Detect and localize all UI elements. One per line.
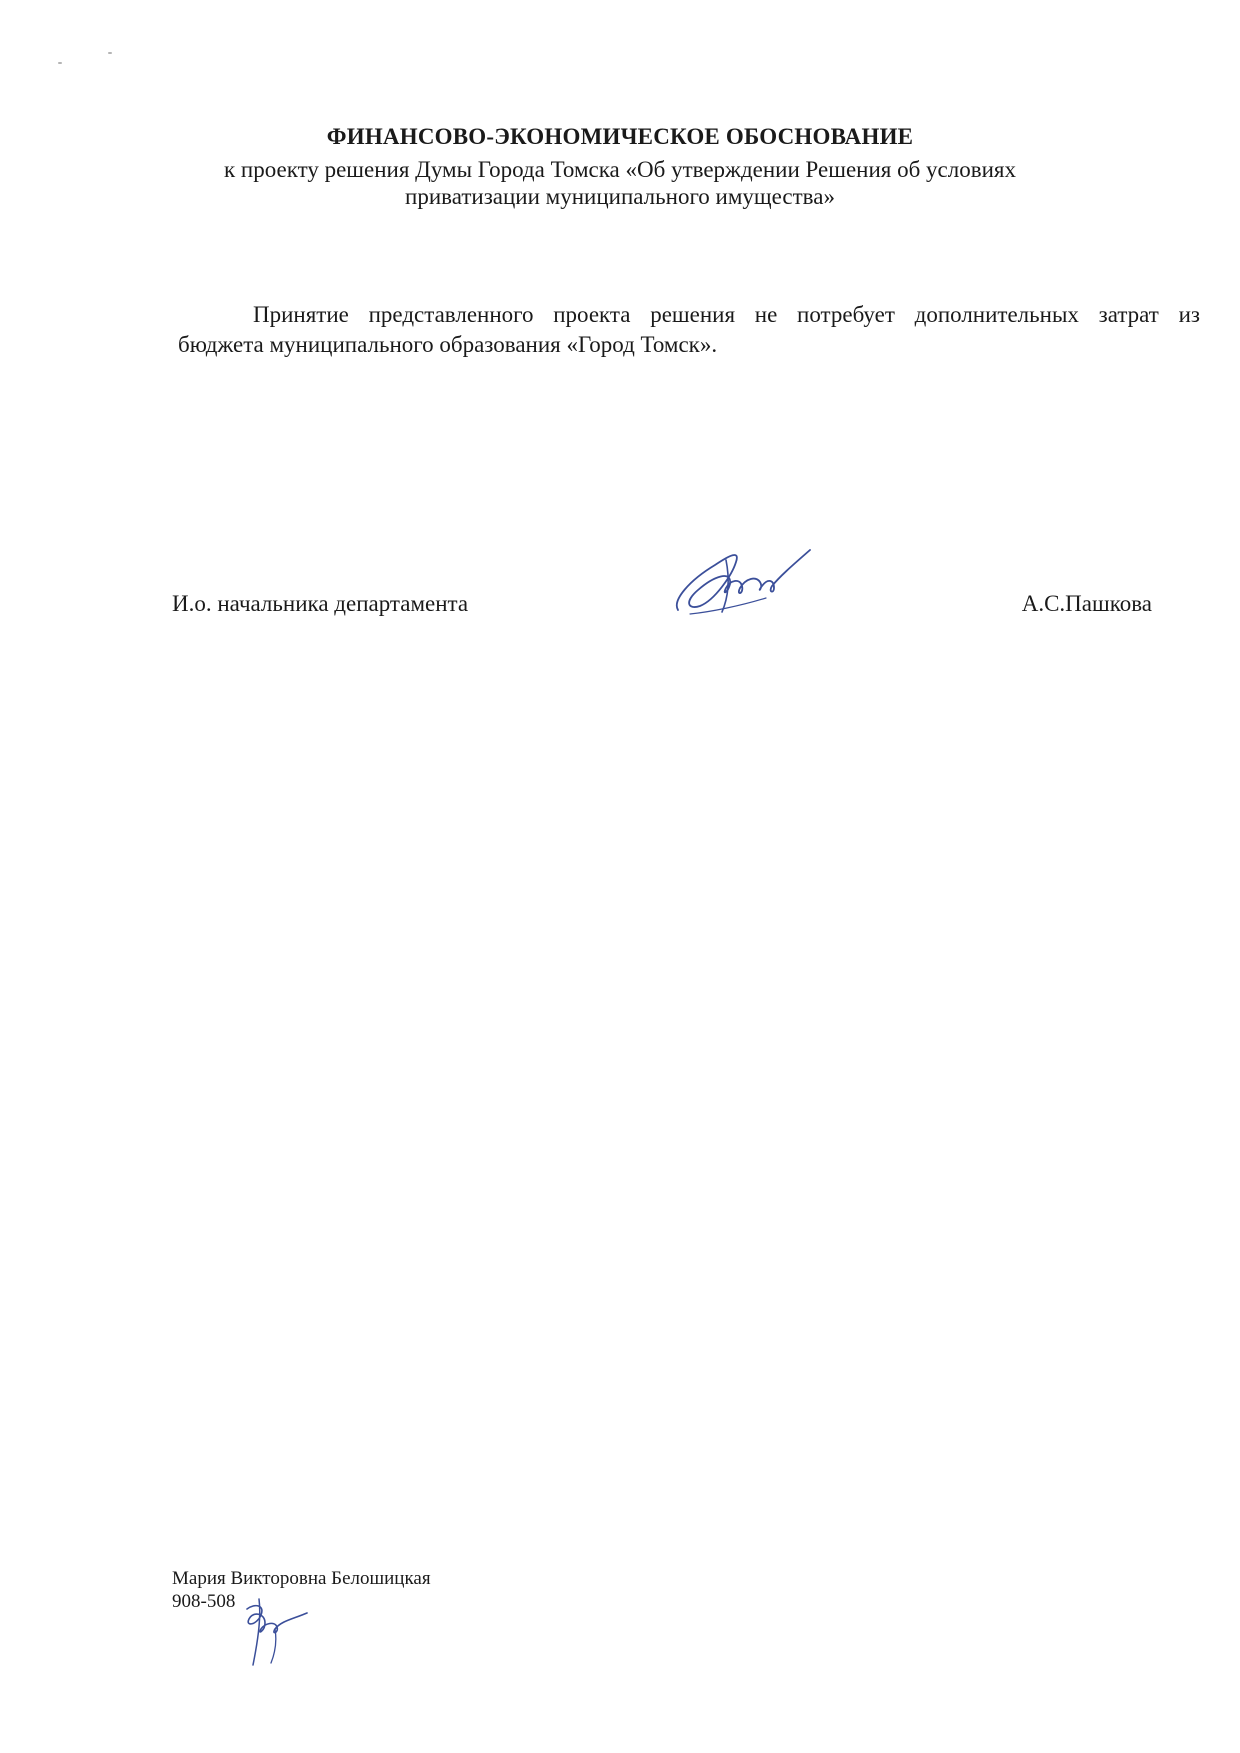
document-subtitle-line-1: к проекту решения Думы Города Томска «Об утверждении Решения об условиях — [224, 157, 1016, 182]
body-paragraph-line-2: бюджета муниципального образования «Город Томск». — [178, 332, 718, 357]
executor-phone: 908-508 — [172, 1591, 236, 1612]
signatory-position: И.о. начальника департамента — [172, 591, 469, 616]
document-title: ФИНАНСОВО-ЭКОНОМИЧЕСКОЕ ОБОСНОВАНИЕ — [326, 124, 914, 149]
handwritten-signature-executor — [235, 1595, 315, 1670]
handwritten-signature-main — [670, 540, 830, 620]
body-paragraph-line-1: Принятие представленного проекта решения не потребует дополнительных затрат из — [253, 302, 1200, 327]
scan-speck — [108, 52, 112, 54]
scan-speck — [58, 62, 62, 64]
signatory-name: А.С.Пашкова — [1021, 591, 1152, 616]
executor-name: Мария Викторовна Белошицкая — [172, 1568, 431, 1589]
document-subtitle-line-2: приватизации муниципального имущества» — [405, 184, 835, 209]
